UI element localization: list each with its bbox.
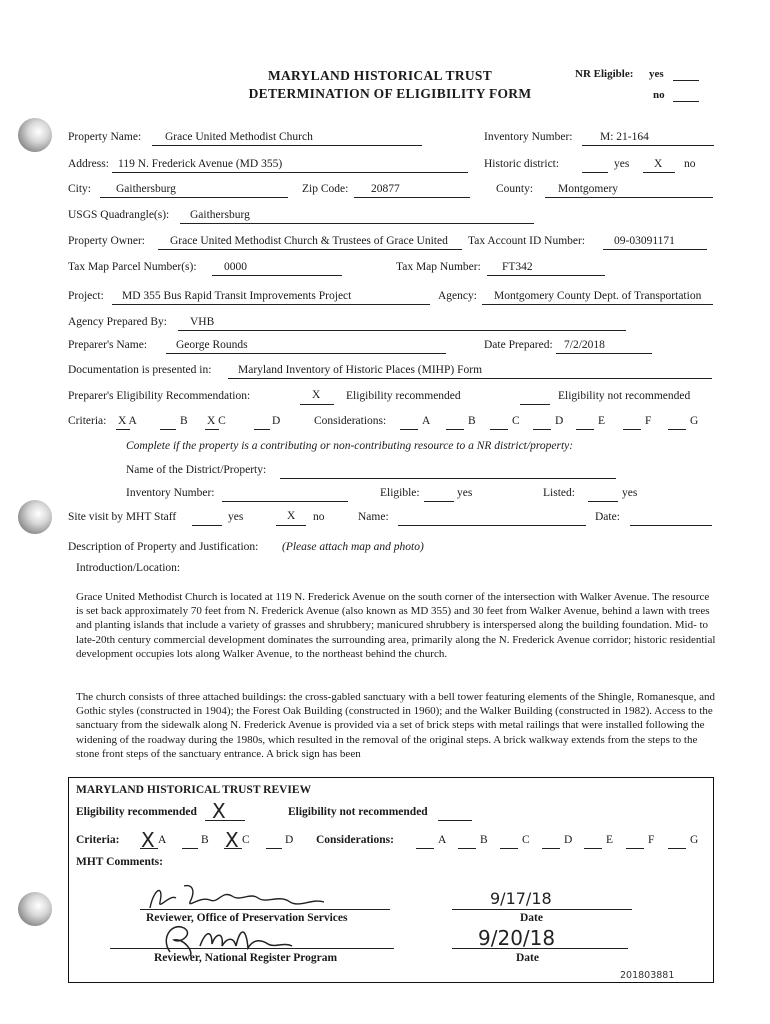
form-title-line1: MARYLAND HISTORICAL TRUST: [267, 68, 493, 83]
site-visit-x: X: [287, 510, 296, 522]
site-visit-date-line[interactable]: [630, 525, 712, 526]
site-visit-date-label: Date:: [595, 511, 620, 523]
project-line: [112, 304, 430, 305]
description-paragraph-2: The church consists of three attached buildings: the cross-gabled sanctuary with a bell tower featuring elements of the Shingle, Romanesque, and Gothic styles (constructed in 1904); the Forest Oak Building (constructed in 1960); and the Walker Building (constructed in 1982). Access to the sanctuary from the sidewalk along N. Frederick Avenue is provided via a set of brick steps with metal railings that were installed following the widening of the roadway during the 1980s, which resulted in the removal of the original steps. A brick walkway extends from the steps to the stone front steps of the sanctuary entrance. A brick sign has been: [76, 691, 716, 760]
review-considerations-label: Considerations:: [316, 834, 394, 846]
site-visit-yes: yes: [228, 511, 244, 523]
usgs-value[interactable]: Gaithersburg: [190, 209, 250, 221]
county-label: County:: [496, 183, 534, 195]
review-criteria-a: A: [158, 834, 167, 846]
complete-note: Complete if the property is a contributing or non-contributing resource to a NR district/property:: [126, 440, 574, 452]
nr-no-label: no: [653, 89, 665, 101]
address-line: [112, 172, 468, 173]
consideration-blank[interactable]: [576, 429, 594, 430]
property-name-label: Property Name:: [68, 131, 142, 143]
review-recommended-label: Eligibility recommended: [76, 806, 197, 818]
site-visit-no: no: [313, 511, 325, 523]
usgs-line: [180, 223, 534, 224]
reviewer-1-label: Reviewer, Office of Preservation Services: [146, 912, 348, 924]
review-consideration-label: G: [690, 834, 699, 846]
documentation-label: Documentation is presented in:: [68, 364, 212, 376]
consideration-label: D: [555, 415, 564, 427]
review-criteria-b-blank[interactable]: [182, 848, 198, 849]
description-paragraph-1: Grace United Methodist Church is located at 119 N. Frederick Avenue on the south corner of the intersection with Walker Avenue. The resource is set back approximately 70 feet from N. Frederick Avenue (also known as MD 355) and 30 feet from Walker Avenue, behind a lawn with trees and planting islands that include a variety of grasses and shrubbery; manicured shrubbery is interspersed along the building foundation. Mid- to late-20th century commercial development dominates the surrounding area, primarily along the N. Frederick Avenue corridor; historic residential development occupies lots along Walker Avenue, to the northeast behind the church.: [76, 591, 716, 660]
review-consideration-label: C: [522, 834, 530, 846]
documentation-value[interactable]: Maryland Inventory of Historic Places (MIHP) Form: [238, 364, 483, 376]
eligibility-rec-label: Preparer's Eligibility Recommendation:: [68, 390, 251, 402]
review-recommended-blank[interactable]: [205, 820, 245, 821]
review-consideration-label: D: [564, 834, 573, 846]
site-visit-name-line[interactable]: [398, 525, 586, 526]
review-consideration-blank[interactable]: [668, 848, 686, 849]
historic-district-label: Historic district:: [484, 158, 560, 170]
site-visit-yes-blank[interactable]: [192, 525, 222, 526]
reviewer-1-date-line[interactable]: [452, 909, 632, 910]
criteria-label: Criteria:: [68, 415, 107, 427]
eligibility-not-rec-blank[interactable]: [520, 404, 550, 405]
preparer-value[interactable]: George Rounds: [176, 339, 248, 351]
review-not-recommended-label: Eligibility not recommended: [288, 806, 428, 818]
consideration-label: C: [512, 415, 520, 427]
tax-map-label: Tax Map Number:: [396, 261, 481, 273]
reviewer-2-date-line[interactable]: [452, 948, 628, 949]
tax-account-value[interactable]: 09-03091171: [614, 235, 675, 247]
eligibility-not-recommended-label: Eligibility not recommended: [558, 390, 691, 402]
city-label: City:: [68, 183, 92, 195]
review-consideration-blank[interactable]: [416, 848, 434, 849]
criteria-b-blank[interactable]: [160, 429, 176, 430]
criteria-c[interactable]: X C: [207, 415, 226, 427]
usgs-label: USGS Quadrangle(s):: [68, 209, 170, 221]
owner-label: Property Owner:: [68, 235, 145, 247]
listed-yes-blank[interactable]: [588, 501, 618, 502]
inventory-number-line: [582, 145, 714, 146]
hd-no-label: no: [684, 158, 696, 170]
review-criteria-b: B: [201, 834, 209, 846]
form-title-line2: DETERMINATION OF ELIGIBILITY FORM: [248, 86, 532, 101]
district-name-line[interactable]: [280, 478, 616, 479]
nr-no-blank[interactable]: [673, 101, 699, 102]
nr-eligible-label: NR Eligible:: [575, 68, 634, 80]
zip-value[interactable]: 20877: [371, 183, 400, 195]
district-inventory-line[interactable]: [222, 501, 348, 502]
reviewer-1-date-label: Date: [520, 912, 543, 924]
agency-value[interactable]: Montgomery County Dept. of Transportation: [494, 290, 702, 302]
eligibility-rec-x: X: [312, 389, 321, 401]
criteria-d-blank[interactable]: [254, 429, 270, 430]
reviewer-2-date-value: 9/20/18: [478, 926, 556, 950]
review-consideration-label: F: [648, 834, 655, 846]
review-consideration-blank[interactable]: [542, 848, 560, 849]
review-consideration-label: A: [438, 834, 447, 846]
address-value[interactable]: 119 N. Frederick Avenue (MD 355): [118, 158, 283, 170]
consideration-label: B: [468, 415, 476, 427]
mht-comments-label: MHT Comments:: [76, 856, 163, 868]
description-note: (Please attach map and photo): [282, 541, 424, 553]
considerations-label: Considerations:: [314, 415, 387, 427]
tax-account-label: Tax Account ID Number:: [468, 235, 586, 247]
binder-hole-middle: [18, 500, 52, 534]
consideration-label: E: [598, 415, 606, 427]
reviewer-1-date-value: 9/17/18: [490, 889, 552, 908]
review-recommended-mark: X: [212, 799, 226, 823]
zip-label: Zip Code:: [302, 183, 349, 195]
consideration-label: F: [645, 415, 652, 427]
owner-line: [158, 249, 462, 250]
consideration-label: G: [690, 415, 699, 427]
review-criteria-d: D: [285, 834, 294, 846]
county-line: [545, 197, 713, 198]
review-consideration-blank[interactable]: [458, 848, 476, 849]
hd-no-blank[interactable]: [643, 172, 675, 173]
preparer-line: [166, 353, 446, 354]
address-label: Address:: [68, 158, 109, 170]
consideration-blank[interactable]: [668, 429, 686, 430]
zip-line: [354, 197, 470, 198]
agency-prepared-value[interactable]: VHB: [190, 316, 215, 328]
binder-hole-bottom: [18, 892, 52, 926]
eligibility-recommended-label: Eligibility recommended: [346, 390, 461, 402]
document-stamp-number: 201803881: [620, 970, 675, 981]
criteria-a[interactable]: X A: [118, 415, 137, 427]
consideration-blank[interactable]: [623, 429, 641, 430]
preparer-label: Preparer's Name:: [68, 339, 148, 351]
criteria-d: D: [272, 415, 281, 427]
inventory-number-label: Inventory Number:: [484, 131, 573, 143]
review-not-recommended-blank[interactable]: [438, 820, 472, 821]
date-prepared-label: Date Prepared:: [484, 339, 553, 351]
tax-map-value[interactable]: FT342: [502, 261, 533, 273]
tax-map-line: [487, 275, 605, 276]
consideration-blank[interactable]: [490, 429, 508, 430]
reviewer-2-line[interactable]: [110, 948, 394, 949]
owner-value[interactable]: Grace United Methodist Church & Trustees of Grace United: [170, 235, 448, 247]
nr-yes-label: yes: [649, 68, 664, 80]
project-value[interactable]: MD 355 Bus Rapid Transit Improvements Project: [122, 290, 352, 302]
site-visit-label: Site visit by MHT Staff: [68, 511, 177, 523]
review-consideration-label: B: [480, 834, 488, 846]
agency-prepared-label: Agency Prepared By:: [68, 316, 167, 328]
reviewer-1-line[interactable]: [140, 909, 390, 910]
criteria-c-line: [205, 429, 219, 430]
consideration-blank[interactable]: [446, 429, 464, 430]
site-visit-name-label: Name:: [358, 511, 389, 523]
eligibility-rec-blank[interactable]: [300, 404, 334, 405]
description-label: Description of Property and Justification:: [68, 541, 259, 553]
date-prepared-value[interactable]: 7/2/2018: [564, 339, 605, 351]
criteria-b: B: [180, 415, 188, 427]
tax-account-line: [603, 249, 707, 250]
eligible-yes: yes: [457, 487, 473, 499]
review-criteria-d-blank[interactable]: [266, 848, 282, 849]
city-line: [100, 197, 288, 198]
review-criteria-a-mark: X: [141, 828, 155, 852]
reviewer-2-label: Reviewer, National Register Program: [154, 952, 338, 964]
intro-label: Introduction/Location:: [76, 562, 181, 574]
review-consideration-blank[interactable]: [500, 848, 518, 849]
consideration-blank[interactable]: [400, 429, 418, 430]
review-consideration-blank[interactable]: [584, 848, 602, 849]
review-title: MARYLAND HISTORICAL TRUST REVIEW: [76, 784, 312, 796]
review-consideration-blank[interactable]: [626, 848, 644, 849]
eligible-label: Eligible:: [380, 487, 420, 499]
district-name-label: Name of the District/Property:: [126, 464, 267, 476]
tax-parcel-label: Tax Map Parcel Number(s):: [68, 261, 197, 273]
nr-yes-blank[interactable]: [673, 80, 699, 81]
listed-yes: yes: [622, 487, 638, 499]
listed-label: Listed:: [543, 487, 575, 499]
tax-parcel-line: [212, 275, 342, 276]
review-criteria-label: Criteria:: [76, 834, 120, 846]
hd-yes-blank[interactable]: [582, 172, 608, 173]
criteria-a-line: [116, 429, 130, 430]
property-name-line: [152, 145, 422, 146]
documentation-line: [228, 378, 712, 379]
agency-prepared-line: [178, 330, 626, 331]
review-criteria-c-blank[interactable]: [224, 848, 242, 849]
agency-label: Agency:: [438, 290, 477, 302]
review-consideration-label: E: [606, 834, 614, 846]
review-criteria-c-mark: X: [225, 828, 239, 852]
project-label: Project:: [68, 290, 104, 302]
tax-parcel-value[interactable]: 0000: [224, 261, 247, 273]
eligible-yes-blank[interactable]: [424, 501, 454, 502]
review-criteria-a-blank[interactable]: [140, 848, 158, 849]
hd-yes-label: yes: [614, 158, 630, 170]
agency-line: [482, 304, 713, 305]
date-prepared-line: [556, 353, 652, 354]
reviewer-2-date-label: Date: [516, 952, 539, 964]
site-visit-no-blank[interactable]: [276, 525, 306, 526]
district-inventory-label: Inventory Number:: [126, 487, 215, 499]
review-criteria-c: C: [242, 834, 250, 846]
property-name-value[interactable]: Grace United Methodist Church: [165, 131, 313, 143]
city-value[interactable]: Gaithersburg: [116, 183, 176, 195]
county-value[interactable]: Montgomery: [558, 183, 619, 195]
hd-x-mark: X: [654, 158, 663, 170]
binder-hole-top: [18, 118, 52, 152]
consideration-label: A: [422, 415, 431, 427]
consideration-blank[interactable]: [533, 429, 551, 430]
inventory-number-value[interactable]: M: 21-164: [600, 131, 649, 143]
